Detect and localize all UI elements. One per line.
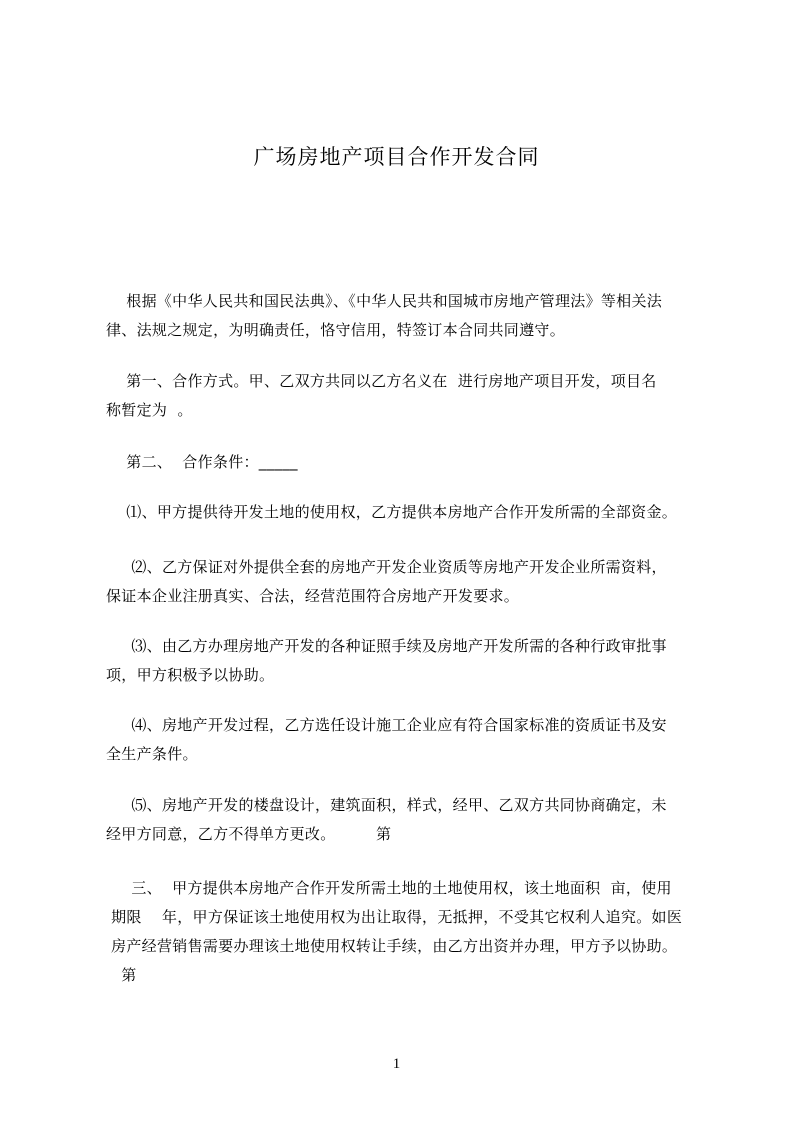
clause-cooperation-conditions <box>106 448 718 477</box>
text-line: ⑴、甲方提供待开发土地的使用权，乙方提供本房地产合作开发所需的全部资金。 <box>106 503 678 521</box>
text-line: 经甲方同意，乙方不得单方更改。 第 <box>106 825 392 843</box>
page-number: 1 <box>392 1056 401 1072</box>
document-title: 广场房地产项目合作开发合同 <box>253 145 540 169</box>
text-line: 三、 甲方提供本房地产合作开发所需土地的土地使用权，该土地面积 亩，使用 <box>106 879 672 897</box>
condition-item-1 <box>106 498 718 527</box>
text-line: ⑷、房地产开发过程，乙方选任设计施工企业应有符合国家标准的资质证书及安 <box>106 716 667 734</box>
text-line: 第二、 合作条件：_____ <box>106 453 298 471</box>
text-line: 房产经营销售需要办理该土地使用权转让手续，由乙方出资并办理，甲方予以协助。 <box>106 937 678 955</box>
text-line: 律、法规之规定，为明确责任，恪守信用，特签订本合同共同遵守。 <box>106 321 566 339</box>
text-line: 称暂定为 。 <box>106 401 193 419</box>
condition-item-5 <box>106 791 718 849</box>
text-line: 第一、合作方式。甲、乙双方共同以乙方名义在 进行房地产项目开发，项目名 <box>106 372 657 390</box>
text-line: 第 <box>106 966 137 984</box>
condition-item-2 <box>106 553 718 611</box>
condition-item-3 <box>106 632 718 690</box>
clause-cooperation-method <box>106 367 718 425</box>
text-line: 期限 年，甲方保证该土地使用权为出让取得，无抵押，不受其它权利人追究。如医 <box>106 908 683 926</box>
text-line: ⑵、乙方保证对外提供全套的房地产开发企业资质等房地产开发企业所需资料， <box>106 558 667 576</box>
clause-land-provision <box>106 874 718 990</box>
text-line: ⑸、房地产开发的楼盘设计，建筑面积，样式，经甲、乙双方共同协商确定，未 <box>106 796 667 814</box>
text-line: 保证本企业注册真实、合法，经营范围符合房地产开发要求。 <box>106 587 520 605</box>
text-line: 全生产条件。 <box>106 745 198 763</box>
condition-item-4 <box>106 711 718 769</box>
text-line: 项，甲方积极予以协助。 <box>106 666 275 684</box>
text-line: ⑶、由乙方办理房地产开发的各种证照手续及房地产开发所需的各种行政审批事 <box>106 637 667 655</box>
preamble-paragraph <box>106 287 718 345</box>
text-line: 根据《中华人民共和国民法典》、《中华人民共和国城市房地产管理法》等相关法 <box>106 292 663 310</box>
